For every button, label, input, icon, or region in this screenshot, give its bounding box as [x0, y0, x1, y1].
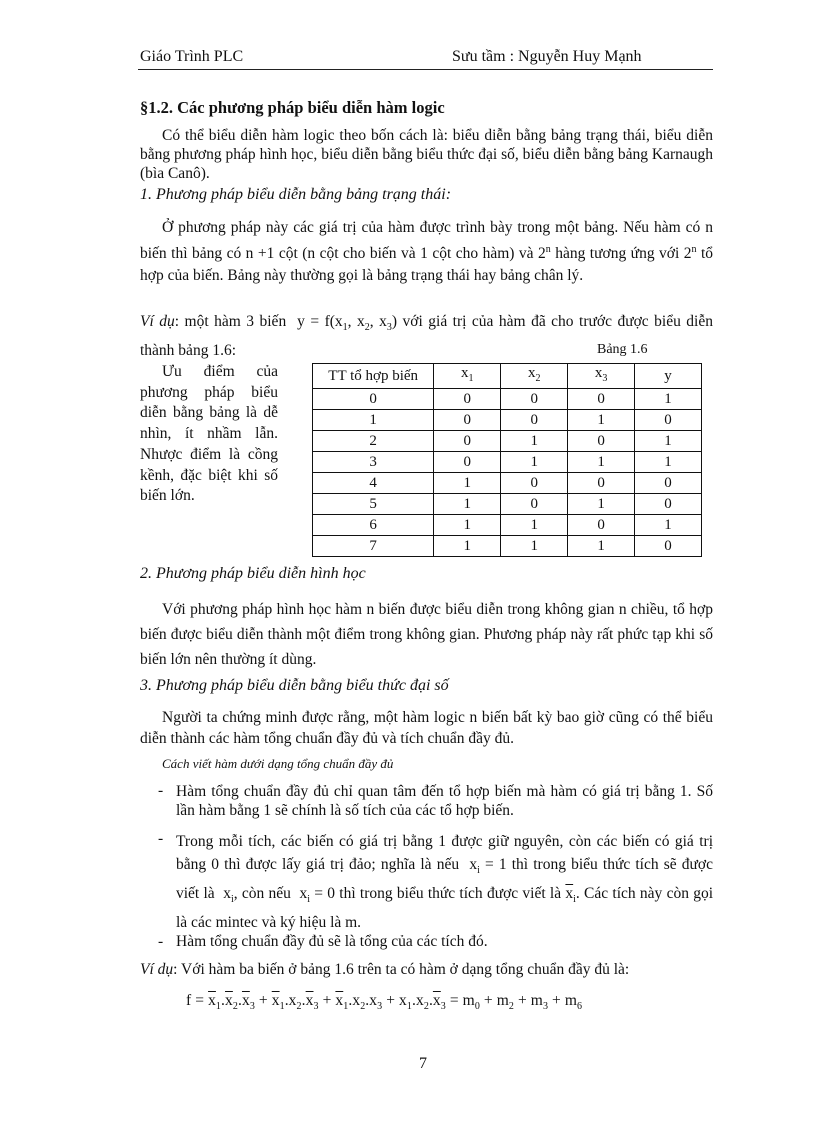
cell: 0 — [501, 494, 568, 515]
table-row — [313, 431, 702, 452]
cell: 0 — [434, 431, 501, 452]
cell: 0 — [434, 389, 501, 410]
table-row — [313, 494, 702, 515]
cell: 1 — [568, 536, 635, 557]
cell: 3 — [313, 452, 434, 473]
cell: 0 — [501, 473, 568, 494]
cell: 0 — [635, 410, 702, 431]
method1-example: Ví dụ: một hàm 3 biến $y = f(x_1$, $x_2$, $x_3$) với giá trị của hàm đã cho trước được biểu diễn thành bảng 1.6: — [140, 313, 713, 360]
bullet-1-mark: - — [158, 782, 164, 799]
method3-subheading: Cách viết hàm dưới dạng tổng chuẩn đầy đủ — [162, 756, 394, 771]
cell: 1 — [501, 431, 568, 452]
method3-heading: 3. Phương pháp biểu diễn bằng biểu thức đại số — [140, 677, 449, 694]
cell: 1 — [313, 410, 434, 431]
header-cell: TT tổ hợp biến — [313, 364, 434, 389]
header-cell: $x_2$ — [501, 364, 568, 389]
cell: 4 — [313, 473, 434, 494]
cell: 1 — [568, 452, 635, 473]
header-right: Sưu tầm : Nguyễn Huy Mạnh — [452, 48, 642, 65]
method2-paragraph: Với phương pháp hình học hàm n biến được biểu diễn trong không gian n chiều, tổ hợp biến được biểu diễn thành một điểm trong không gian. Phương pháp này rất phức tạp khi số biến lớn nên thường ít dùng. — [140, 601, 713, 668]
header-rule — [138, 69, 713, 70]
cell: 0 — [635, 536, 702, 557]
cell: 1 — [434, 494, 501, 515]
bullet-2: Trong mỗi tích, các biến có giá trị bằng 1 được giữ nguyên, còn các biến có giá trị bằng 0 thì được lấy giá trị đảo; nghĩa là nếu $x_i = 1$ thì trong biểu thức tích sẽ được viết là $x_i$, còn nếu $x_i = 0$ thì trong biểu thức tích được viết là $\overline{x}_i$. Các tích này còn gọi là các mintec và ký hiệu là m. — [176, 833, 714, 932]
table-header-row — [313, 364, 702, 389]
cell: 0 — [568, 389, 635, 410]
bullet-3-mark: - — [158, 933, 164, 950]
section-title: §1.2. Các phương pháp biểu diễn hàm logic — [140, 98, 445, 117]
cell: 0 — [635, 494, 702, 515]
cell: 1 — [501, 536, 568, 557]
cell: 0 — [434, 410, 501, 431]
formula: $f = \overline{x}_1.\overline{x}_2.\overline{x}_3 + \overline{x}_1.x_2.\overline{x}_3 + \overline{x}_1.x_2.x_3 + x_1.x_2.\overline{x}_3 = m_0 + m_2 + m_3 + m_6$ — [186, 992, 583, 1013]
cell: 0 — [501, 389, 568, 410]
header-cell: $x_3$ — [568, 364, 635, 389]
table-caption: Bảng 1.6 — [597, 342, 648, 357]
cell: 5 — [313, 494, 434, 515]
cell: 1 — [635, 452, 702, 473]
table-row — [313, 515, 702, 536]
cell: 2 — [313, 431, 434, 452]
truth-table — [312, 363, 702, 557]
bullet-1: Hàm tổng chuẩn đầy đủ chỉ quan tâm đến tổ hợp biến mà hàm có giá trị bằng 1. Số lần hàm bằng 1 sẽ chính là số tích của các tổ hợp biến. — [176, 783, 713, 819]
cell: 1 — [434, 473, 501, 494]
cell: 1 — [434, 536, 501, 557]
side-note: Ưu điểm của phương pháp biểu diễn bằng bảng là dễ nhìn, ít nhầm lẫn. Nhược điểm là cồng kềnh, đặc biệt khi số biến lớn. — [140, 363, 278, 505]
cell: 1 — [568, 494, 635, 515]
table-row — [313, 536, 702, 557]
section-intro: Có thể biểu diễn hàm logic theo bốn cách là: biểu diễn bằng bảng trạng thái, biểu diễn bằng phương pháp hình học, biểu diễn bằng biểu thức đại số, biểu diễn bằng bảng Karnaugh (bìa Canô). — [140, 127, 713, 182]
method3-paragraph: Người ta chứng minh được rằng, một hàm logic n biến bất kỳ bao giờ cũng có thể biểu diễn thành các hàm tổng chuẩn đầy đủ và tích chuẩn đầy đủ. — [140, 709, 713, 747]
header-cell: y — [635, 364, 702, 389]
cell: 1 — [635, 515, 702, 536]
cell: 1 — [635, 431, 702, 452]
method1-heading: 1. Phương pháp biểu diễn bằng bảng trạng thái: — [140, 186, 452, 203]
cell: 1 — [568, 410, 635, 431]
table-row — [313, 473, 702, 494]
cell: 0 — [568, 473, 635, 494]
cell: 6 — [313, 515, 434, 536]
cell: 1 — [501, 515, 568, 536]
bullet-2-mark: - — [158, 830, 164, 847]
cell: 1 — [501, 452, 568, 473]
header-cell: $x_1$ — [434, 364, 501, 389]
method2-heading: 2. Phương pháp biểu diễn hình học — [140, 565, 366, 582]
cell: 0 — [501, 410, 568, 431]
cell: 1 — [434, 515, 501, 536]
table-row — [313, 410, 702, 431]
table-row — [313, 452, 702, 473]
table-row — [313, 389, 702, 410]
page-number: 7 — [419, 1055, 427, 1072]
bullet-3: Hàm tổng chuẩn đầy đủ sẽ là tổng của các tích đó. — [176, 933, 488, 950]
method1-paragraph: Ở phương pháp này các giá trị của hàm được trình bày trong một bảng. Nếu hàm có n biến thì bảng có n +1 cột (n cột cho biến và 1 cột cho hàm) và 2$^n$ hàng tương ứng với 2$^n$ tổ hợp của biến. Bảng này thường gọi là bảng trạng thái hay bảng chân lý. — [140, 219, 714, 285]
cell: 0 — [568, 431, 635, 452]
cell: 0 — [635, 473, 702, 494]
header-left: Giáo Trình PLC — [140, 48, 244, 65]
cell: 0 — [434, 452, 501, 473]
cell: 1 — [635, 389, 702, 410]
cell: 0 — [568, 515, 635, 536]
method3-example: Ví dụ: Với hàm ba biến ở bảng 1.6 trên ta có hàm ở dạng tổng chuẩn đầy đủ là: — [140, 961, 630, 978]
cell: 7 — [313, 536, 434, 557]
cell: 0 — [313, 389, 434, 410]
